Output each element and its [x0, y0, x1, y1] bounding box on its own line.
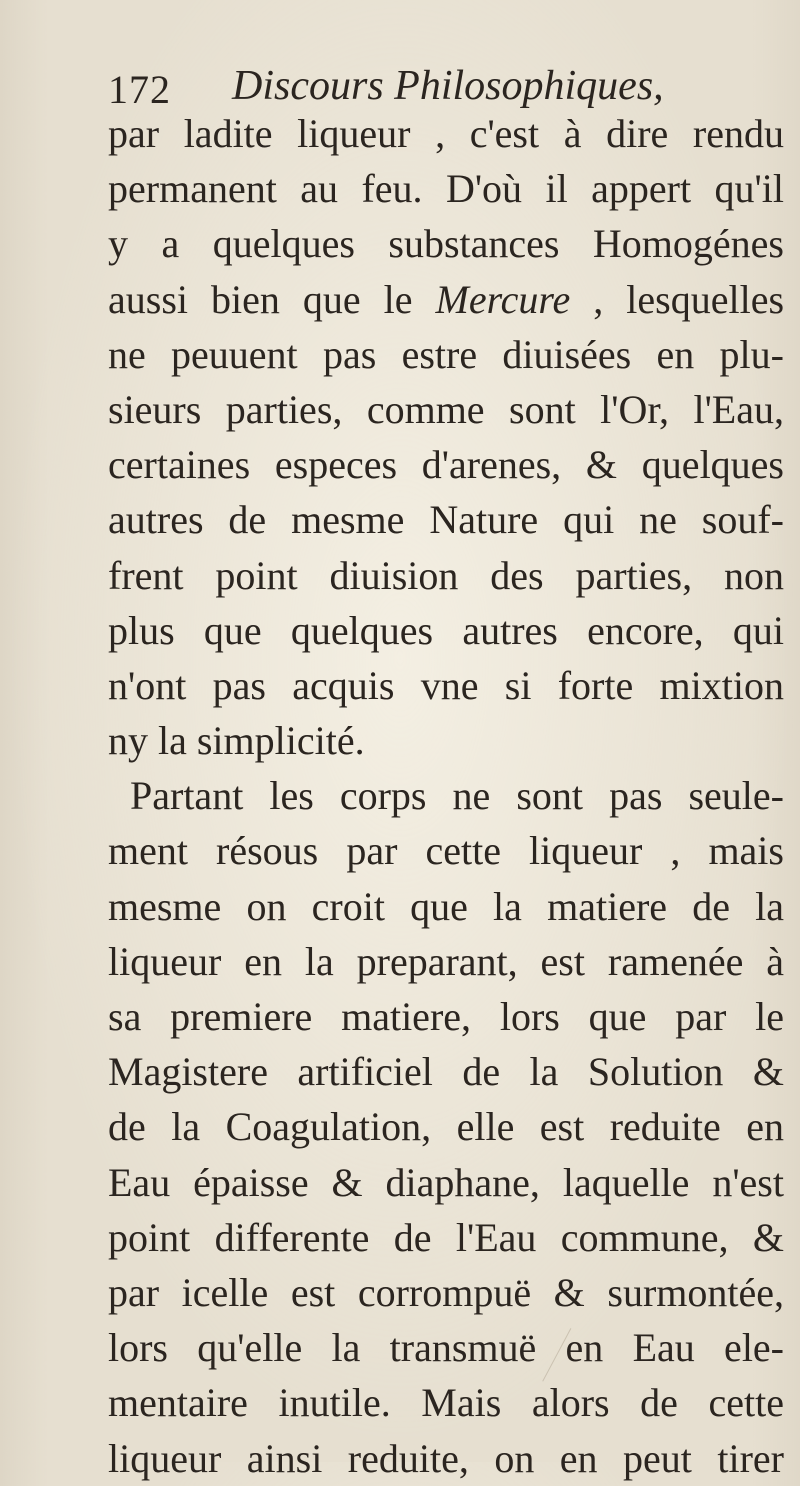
body-text — [108, 106, 784, 1486]
text-line: Magistere artificiel de la Solution & — [108, 1049, 784, 1095]
text-line: sa premiere matiere, lors que par le — [108, 994, 784, 1039]
text-line: y a quelques substances Homogénes — [108, 221, 784, 267]
text-line: ne peuuent pas estre diuisées en plu- — [108, 331, 784, 377]
text-line: certaines especes d'arenes, & quelques — [108, 442, 784, 488]
text-line: autres de mesme Nature qui ne souf- — [108, 497, 784, 543]
text-line: mentaire inutile. Mais alors de cette — [108, 1380, 784, 1426]
text-line: mesme on croit que la matiere de la — [108, 883, 784, 929]
italic-word-mercure: Mercure — [435, 276, 571, 322]
text-line: n'ont pas acquis vne si forte mixtion — [108, 662, 784, 708]
text-line: ment résous par cette liqueur , mais — [108, 828, 784, 874]
text-line: plus que quelques autres encore, qui — [108, 607, 784, 653]
text-segment: , lesquelles — [593, 276, 785, 322]
text-line: lors qu'elle la transmuë en Eau ele- — [108, 1325, 784, 1371]
running-title: Discours Philosophiques, — [232, 63, 664, 109]
text-line: sieurs parties, comme sont l'Or, l'Eau, — [108, 386, 784, 432]
text-line: point differente de l'Eau commune, & — [108, 1214, 784, 1260]
text-line: par ladite liqueur , c'est à dire rendu — [108, 111, 784, 156]
text-segment: aussi bien que le — [108, 276, 413, 322]
text-line: Eau épaisse & diaphane, laquelle n'est — [108, 1159, 784, 1205]
text-line — [108, 272, 784, 327]
text-line: liqueur en la preparant, est ramenée à — [108, 938, 784, 984]
text-line: permanent au feu. D'où il appert qu'il — [108, 166, 784, 212]
text-line: de la Coagulation, elle est reduite en — [108, 1104, 784, 1150]
text-line: liqueur ainsi reduite, on en peut tirer — [108, 1435, 784, 1481]
text-line: frent point diuision des parties, non — [108, 552, 784, 598]
text-line: par icelle est corrompuë & surmontée, — [108, 1269, 784, 1315]
text-line: Partant les corps ne sont pas seule- — [130, 773, 784, 819]
text-line: ny la simplicité. — [108, 718, 365, 764]
page-number: 172 — [108, 67, 171, 112]
